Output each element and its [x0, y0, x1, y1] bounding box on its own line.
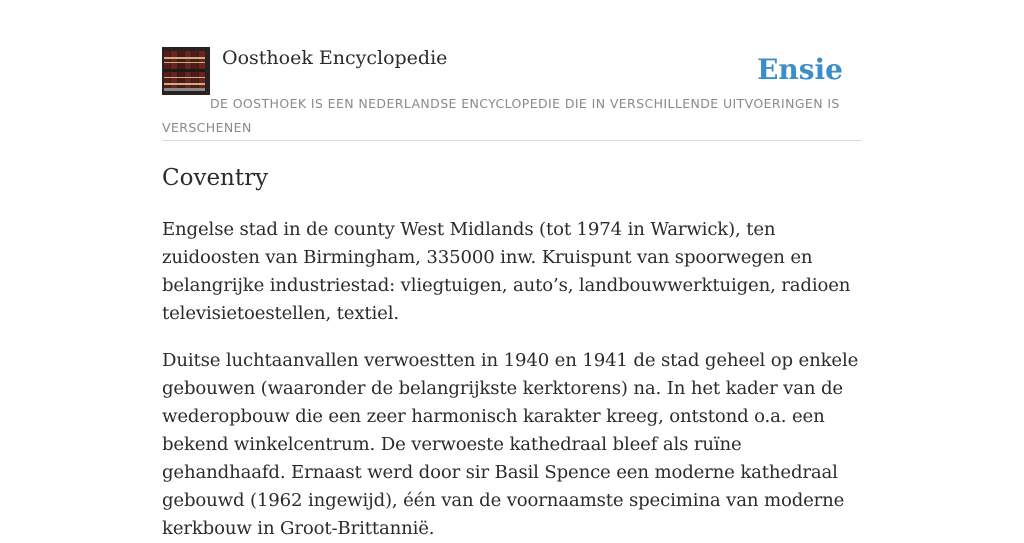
site-title[interactable]: Oosthoek Encyclopedie: [222, 47, 448, 69]
article-title: Coventry: [162, 165, 269, 191]
encyclopedia-avatar[interactable]: [162, 47, 210, 95]
books-icon: [162, 47, 210, 95]
site-header: [162, 46, 862, 141]
article-paragraph: Duitse luchtaanvallen verwoestten in 1940 en 1941 de stad geheel op enkele gebouwen (waaronder de belangrijkste kerktorens) na. In het kader van de wederopbouw die een zeer harmonisch karakter kreeg, ontstond o.a. een bekend winkelcentrum. De verwoeste kathedraal bleef als ruïne gehandhaafd. Ernaast werd door sir Basil Spence een moderne kathedraal gebouwd (1962 ingewijd), één van de voornaamste specimina van moderne kerkbouw in Groot-Brittannië.: [162, 350, 859, 539]
brand-logo[interactable]: Ensie: [757, 53, 843, 86]
article: [162, 160, 866, 543]
article-paragraph: Engelse stad in de county West Midlands (tot 1974 in Warwick), ten zuidoosten van Birmingham, 335000 inw. Kruispunt van spoorwegen en belangrijke industriestad: vliegtuigen, auto’s, landbouwwerktuigen, radioen televisietoestellen, textiel.: [162, 219, 851, 324]
site-description: DE OOSTHOEK IS EEN NEDERLANDSE ENCYCLOPEDIE DIE IN VERSCHILLENDE UITVOERINGEN IS VERSCHENEN: [162, 96, 840, 135]
